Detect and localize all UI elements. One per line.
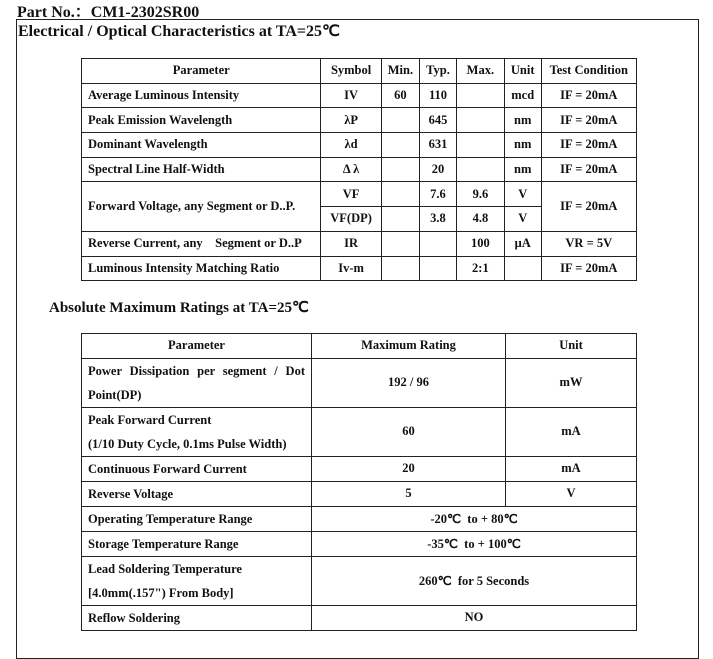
cell-unit: mcd (504, 83, 541, 108)
table-row (82, 407, 637, 456)
table-row (82, 506, 637, 531)
cell-symbol: VF(DP) (321, 207, 381, 232)
table-row (82, 556, 637, 605)
cell-unit: nm (504, 157, 541, 182)
cell-unit: V (504, 207, 541, 232)
cell-min (381, 231, 419, 256)
header-parameter: Parameter (82, 59, 321, 84)
cell-unit: nm (504, 108, 541, 133)
cell-unit: V (506, 481, 637, 506)
table-row (82, 157, 637, 182)
table-row (82, 456, 637, 481)
header-test-condition: Test Condition (541, 59, 636, 84)
cell-parameter: Reflow Soldering (82, 605, 312, 630)
parameter-line: [4.0mm(.157") From Body] (88, 585, 234, 600)
cell-rating: 5 (312, 481, 506, 506)
cell-min (381, 108, 419, 133)
cell-min (381, 182, 419, 207)
table-row (82, 182, 637, 207)
parameter-line: (1/10 Duty Cycle, 0.1ms Pulse Width) (88, 436, 287, 451)
table-header-row (82, 334, 637, 359)
cell-unit: mA (506, 456, 637, 481)
cell-condition: IF = 20mA (541, 83, 636, 108)
parameter-line: Power Dissipation per segment / Dot (88, 363, 305, 378)
cell-typ: 645 (420, 108, 457, 133)
cell-max (456, 133, 504, 158)
cell-max: 100 (456, 231, 504, 256)
cell-parameter: Luminous Intensity Matching Ratio (82, 256, 321, 281)
cell-condition: VR = 5V (541, 231, 636, 256)
cell-condition: IF = 20mA (541, 256, 636, 281)
cell-parameter (82, 407, 312, 456)
cell-unit: μA (504, 231, 541, 256)
electrical-optical-title: Electrical / Optical Characteristics at TA=25℃ (18, 23, 340, 40)
cell-parameter: Peak Emission Wavelength (82, 108, 321, 133)
header-maximum-rating: Maximum Rating (312, 334, 506, 359)
header-typ: Typ. (420, 59, 457, 84)
cell-typ: 3.8 (420, 207, 457, 232)
absolute-max-ratings-title: Absolute Maximum Ratings at TA=25℃ (49, 300, 309, 316)
header-min: Min. (381, 59, 419, 84)
cell-parameter: Forward Voltage, any Segment or D..P. (82, 182, 321, 231)
cell-parameter: Operating Temperature Range (82, 506, 312, 531)
cell-typ (420, 231, 457, 256)
electrical-optical-table (81, 58, 637, 281)
cell-parameter: Continuous Forward Current (82, 456, 312, 481)
cell-symbol: λd (321, 133, 381, 158)
table-row (82, 605, 637, 630)
cell-min (381, 157, 419, 182)
parameter-line: Point(DP) (88, 387, 142, 402)
cell-max (456, 83, 504, 108)
cell-unit: mW (506, 358, 637, 407)
table-row (82, 481, 637, 506)
cell-symbol: λP (321, 108, 381, 133)
table-row (82, 231, 637, 256)
cell-unit: V (504, 182, 541, 207)
cell-condition: IF = 20mA (541, 182, 636, 231)
cell-parameter: Dominant Wavelength (82, 133, 321, 158)
cell-rating: -35℃ to + 100℃ (312, 531, 637, 556)
header-symbol: Symbol (321, 59, 381, 84)
table-header-row (82, 59, 637, 84)
cell-parameter: Spectral Line Half-Width (82, 157, 321, 182)
cell-rating: 20 (312, 456, 506, 481)
table-row (82, 531, 637, 556)
cell-unit (504, 256, 541, 281)
cell-parameter: Storage Temperature Range (82, 531, 312, 556)
table-row (82, 83, 637, 108)
header-unit: Unit (506, 334, 637, 359)
cell-typ: 110 (420, 83, 457, 108)
parameter-line: Peak Forward Current (88, 412, 212, 427)
cell-rating: -20℃ to + 80℃ (312, 506, 637, 531)
parameter-line: Lead Soldering Temperature (88, 561, 242, 576)
cell-rating: 192 / 96 (312, 358, 506, 407)
cell-typ: 7.6 (420, 182, 457, 207)
cell-max: 4.8 (456, 207, 504, 232)
cell-typ: 20 (420, 157, 457, 182)
cell-parameter: Reverse Voltage (82, 481, 312, 506)
header-unit: Unit (504, 59, 541, 84)
cell-unit: nm (504, 133, 541, 158)
cell-rating: 260℃ for 5 Seconds (312, 556, 637, 605)
cell-symbol: IV (321, 83, 381, 108)
cell-condition: IF = 20mA (541, 157, 636, 182)
cell-rating: 60 (312, 407, 506, 456)
cell-typ (420, 256, 457, 281)
table-row (82, 358, 637, 407)
cell-parameter (82, 358, 312, 407)
cell-condition: IF = 20mA (541, 133, 636, 158)
header-max: Max. (456, 59, 504, 84)
header-parameter: Parameter (82, 334, 312, 359)
table-row (82, 108, 637, 133)
cell-parameter: Average Luminous Intensity (82, 83, 321, 108)
cell-max: 2:1 (456, 256, 504, 281)
cell-min (381, 256, 419, 281)
cell-min: 60 (381, 83, 419, 108)
cell-rating: NO (312, 605, 637, 630)
cell-unit: mA (506, 407, 637, 456)
cell-symbol: VF (321, 182, 381, 207)
cell-min (381, 133, 419, 158)
cell-symbol: Δ λ (321, 157, 381, 182)
absolute-max-ratings-table (81, 333, 637, 631)
cell-min (381, 207, 419, 232)
cell-max: 9.6 (456, 182, 504, 207)
table-row (82, 256, 637, 281)
cell-condition: IF = 20mA (541, 108, 636, 133)
cell-parameter: Reverse Current, any Segment or D..P (82, 231, 321, 256)
cell-typ: 631 (420, 133, 457, 158)
cell-parameter (82, 556, 312, 605)
part-number: Part No.：CM1-2302SR00 (17, 4, 200, 21)
table-row (82, 133, 637, 158)
cell-max (456, 157, 504, 182)
cell-max (456, 108, 504, 133)
cell-symbol: Iv-m (321, 256, 381, 281)
cell-symbol: IR (321, 231, 381, 256)
